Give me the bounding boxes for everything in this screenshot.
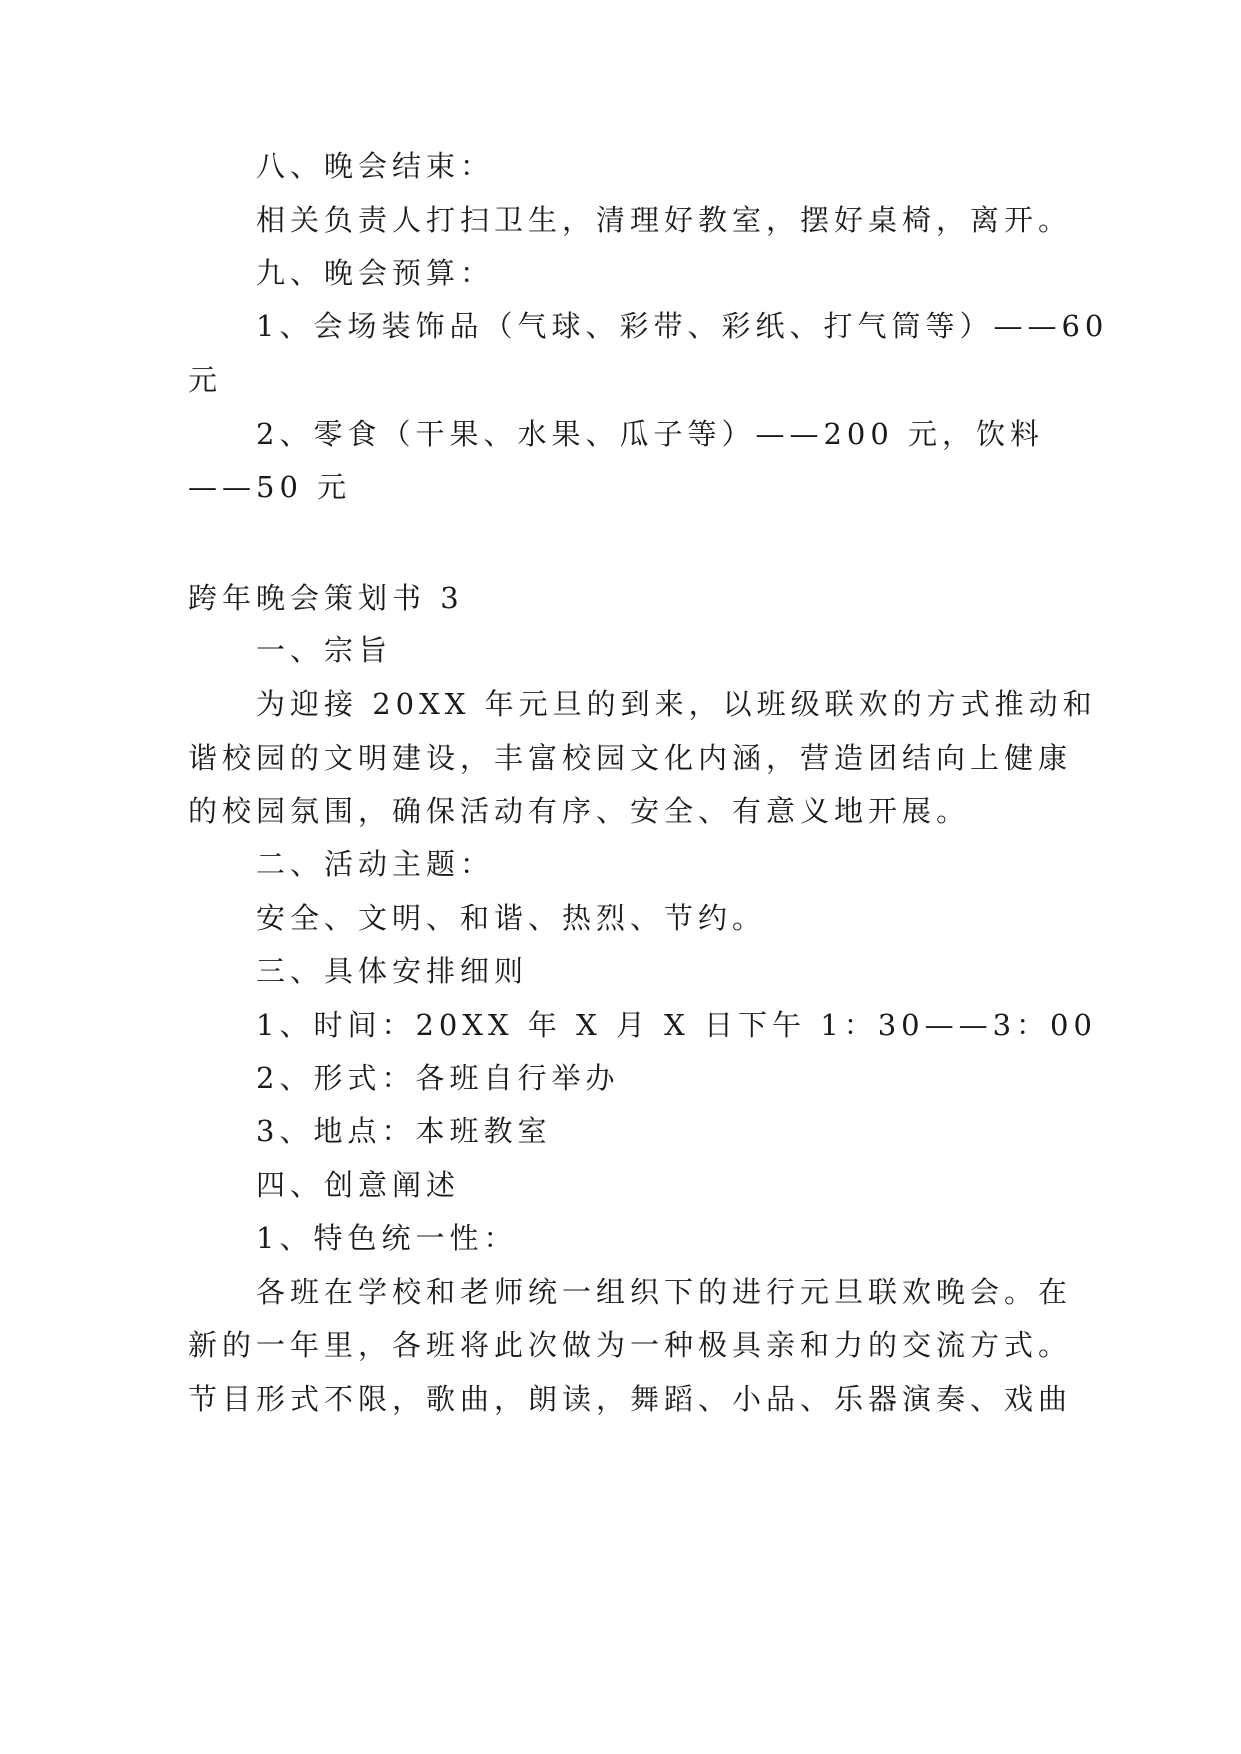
section1-paragraph-line: 的校园氛围，确保活动有序、安全、有意义地开展。: [188, 794, 971, 828]
section4-subheading: 1、特色统一性：: [256, 1221, 518, 1255]
section4-paragraph-line: 新的一年里，各班将此次做为一种极具亲和力的交流方式。: [188, 1328, 1073, 1362]
section4-paragraph-line: 各班在学校和老师统一组织下的进行元旦联欢晚会。在: [256, 1275, 1073, 1309]
budget-item-1: 1、会场装饰品（气球、彩带、彩纸、打气筒等）——60: [256, 309, 1109, 343]
schedule-location: 3、地点：本班教室: [256, 1114, 552, 1148]
section4-heading: 四、创意阐述: [256, 1168, 461, 1202]
schedule-time: 1、时间：20XX 年 X 月 X 日下午 1：30——3：00: [256, 1008, 1097, 1042]
document-title: 跨年晚会策划书 3: [188, 581, 464, 615]
budget-item-2: 2、零食（干果、水果、瓜子等）——200 元，饮料: [256, 417, 1045, 451]
section9-heading: 九、晚会预算：: [256, 256, 495, 290]
section1-paragraph-line: 谐校园的文明建设，丰富校园文化内涵，营造团结向上健康: [188, 741, 1073, 775]
section4-paragraph-line: 节目形式不限，歌曲，朗读，舞蹈、小品、乐器演奏、戏曲: [188, 1382, 1073, 1416]
schedule-format: 2、形式：各班自行举办: [256, 1061, 620, 1095]
section8-heading: 八、晚会结束：: [256, 149, 495, 183]
section8-body: 相关负责人打扫卫生，清理好教室，摆好桌椅，离开。: [256, 203, 1073, 237]
section2-body: 安全、文明、和谐、热烈、节约。: [256, 901, 767, 935]
section3-heading: 三、具体安排细则: [256, 954, 529, 988]
section2-heading: 二、活动主题：: [256, 847, 495, 881]
budget-item-2-cont: ——50 元: [188, 470, 352, 504]
section1-paragraph-line: 为迎接 20XX 年元旦的到来，以班级联欢的方式推动和: [256, 687, 1097, 721]
budget-item-1-cont: 元: [188, 363, 223, 397]
section1-heading: 一、宗旨: [256, 633, 393, 667]
